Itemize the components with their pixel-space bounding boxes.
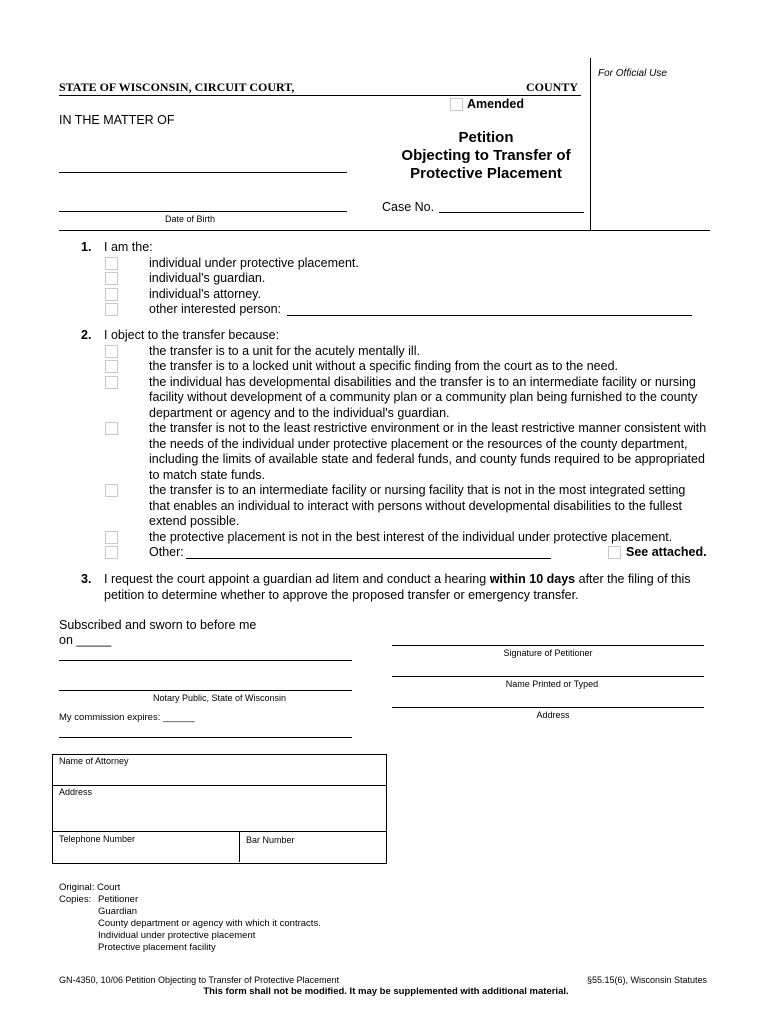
court-county-line [59,95,581,96]
notary-public-label: Notary Public, State of Wisconsin [153,693,287,703]
s3-number: 3. [81,572,92,586]
s2-reason-3-line-1: the individual has developmental disabilities and the transfer is to an intermediate facility or nursing [149,375,696,389]
petitioner-name-label: Name Printed or Typed [505,679,599,689]
attorney-bar-label[interactable]: Bar Number [246,835,295,845]
title-petition: Petition [458,129,514,146]
commission-expires-label: My commission expires: [59,712,161,723]
distribution-copy-facility: Protective placement facility [98,942,216,953]
s2-reason-3-line-2: facility without development of a community plan or a community plan being furnished to the county [149,390,698,404]
s2-checkbox-other[interactable] [105,546,118,559]
s2-checkbox-r2[interactable] [105,360,118,373]
see-attached-checkbox[interactable] [608,546,621,559]
distribution-copy-guardian: Guardian [98,906,138,917]
title-objecting: Objecting to Transfer of [401,147,571,164]
case-no-label: Case No. [382,200,435,214]
s2-checkbox-r4[interactable] [105,422,118,435]
sworn-on-line [59,633,111,649]
matter-name-line[interactable] [59,172,347,173]
commission-expires [59,712,195,724]
s2-checkbox-r3[interactable] [105,376,118,389]
petitioner-signature-label: Signature of Petitioner [503,648,593,658]
title-protective: Protective Placement [410,165,562,182]
attorney-box-divider-2 [52,831,386,832]
amended-label: Amended [467,97,524,111]
s2-reason-4-line-4: to match state funds. [149,468,266,482]
notary-signature-line[interactable] [59,660,352,661]
attorney-address-label[interactable]: Address [59,787,93,797]
s2-reason-3-line-3: department or agency and to the individual's guardian. [149,406,450,420]
header-bottom-rule [59,230,710,231]
s2-reason-4-line-1: the transfer is not to the least restrictive environment or in the least restrictive manner consistent with [149,421,707,435]
sworn-on-blank[interactable]: _____ [76,633,112,647]
court-heading: STATE OF WISCONSIN, CIRCUIT COURT, [59,80,295,94]
s1-checkbox-attorney[interactable] [105,288,118,301]
s3-text-bold: within 10 days [489,572,576,586]
distribution-copy-petitioner: Petitioner [98,894,139,905]
s2-reason-5-line-3: extend possible. [149,514,240,528]
petitioner-address-line[interactable] [392,707,704,708]
distribution-copies-label: Copies: [59,894,92,905]
s2-intro: I object to the transfer because: [104,328,280,342]
s2-reason-4-line-2: the needs of the individual under protective placement or the resources of the county department, [149,437,688,451]
s1-checkbox-other[interactable] [105,303,118,316]
distribution-original: Original: Court [59,882,121,893]
petitioner-name-line[interactable] [392,676,704,677]
dob-label: Date of Birth [165,214,216,224]
s2-reason-5-line-2: that enables an individual to interact with persons without developmental disabilities to the fullest [149,499,682,513]
s2-other-label: Other: [149,545,184,559]
attorney-box-divider-1 [52,785,386,786]
s1-option-individual: individual under protective placement. [149,256,359,270]
amended-checkbox[interactable] [450,98,463,111]
s3-text-line-2: petition to determine whether to approve the proposed transfer or emergency transfer. [104,588,579,602]
s1-checkbox-guardian[interactable] [105,272,118,285]
footer-notice: This form shall not be modified. It may be supplemented with additional material. [203,986,569,997]
matter-label: IN THE MATTER OF [59,113,175,127]
s1-other-line[interactable] [287,315,692,316]
s3-text-line-1 [104,572,690,588]
commission-expires-blank[interactable]: ______ [163,712,195,723]
dob-line[interactable] [59,211,347,212]
official-use-label: For Official Use [598,68,667,79]
s1-option-guardian: individual's guardian. [149,271,266,285]
s2-number: 2. [81,328,92,342]
s2-checkbox-r1[interactable] [105,345,118,358]
s1-option-other: other interested person: [149,302,282,316]
s2-reason-6: the protective placement is not in the best interest of the individual under protective placement. [149,530,673,544]
petitioner-address-label: Address [536,710,570,720]
footer-statute: §55.15(6), Wisconsin Statutes [587,975,708,985]
county-label: COUNTY [526,80,579,94]
s2-checkbox-r5[interactable] [105,484,118,497]
official-use-divider [590,58,591,230]
s3-text-b: after the filing of this [575,572,691,586]
s1-number: 1. [81,240,92,254]
see-attached-label: See attached. [626,545,707,559]
s2-reason-1: the transfer is to a unit for the acutely mentally ill. [149,344,420,358]
commission-line[interactable] [59,737,352,738]
s1-intro: I am the: [104,240,153,254]
attorney-box-divider-v [239,831,240,862]
sworn-on-label: on [59,633,73,647]
s2-checkbox-r6[interactable] [105,531,118,544]
sworn-label: Subscribed and sworn to before me [59,618,257,632]
case-no-line[interactable] [439,212,584,213]
s2-other-line[interactable] [186,558,551,559]
petitioner-signature-line[interactable] [392,645,704,646]
s1-option-attorney: individual's attorney. [149,287,261,301]
footer-form-id: GN-4350, 10/06 Petition Objecting to Transfer of Protective Placement [59,975,340,985]
notary-public-line[interactable] [59,690,352,691]
s3-text-a: I request the court appoint a guardian ad litem and conduct a hearing [104,572,490,586]
attorney-box [52,754,387,864]
attorney-name-label[interactable]: Name of Attorney [59,756,129,766]
s2-reason-4-line-3: including the limits of available state and federal funds, and county funds required to be appropriated [149,452,705,466]
distribution-copy-county: County department or agency with which it contracts. [98,918,321,929]
attorney-phone-label[interactable]: Telephone Number [59,834,136,844]
s2-reason-2: the transfer is to a locked unit without a specific finding from the court as to the need. [149,359,619,373]
s2-reason-5-line-1: the transfer is to an intermediate facility or nursing facility that is not in the most integrated setting [149,483,686,497]
distribution-copy-individual: Individual under protective placement [98,930,256,941]
s1-checkbox-individual[interactable] [105,257,118,270]
